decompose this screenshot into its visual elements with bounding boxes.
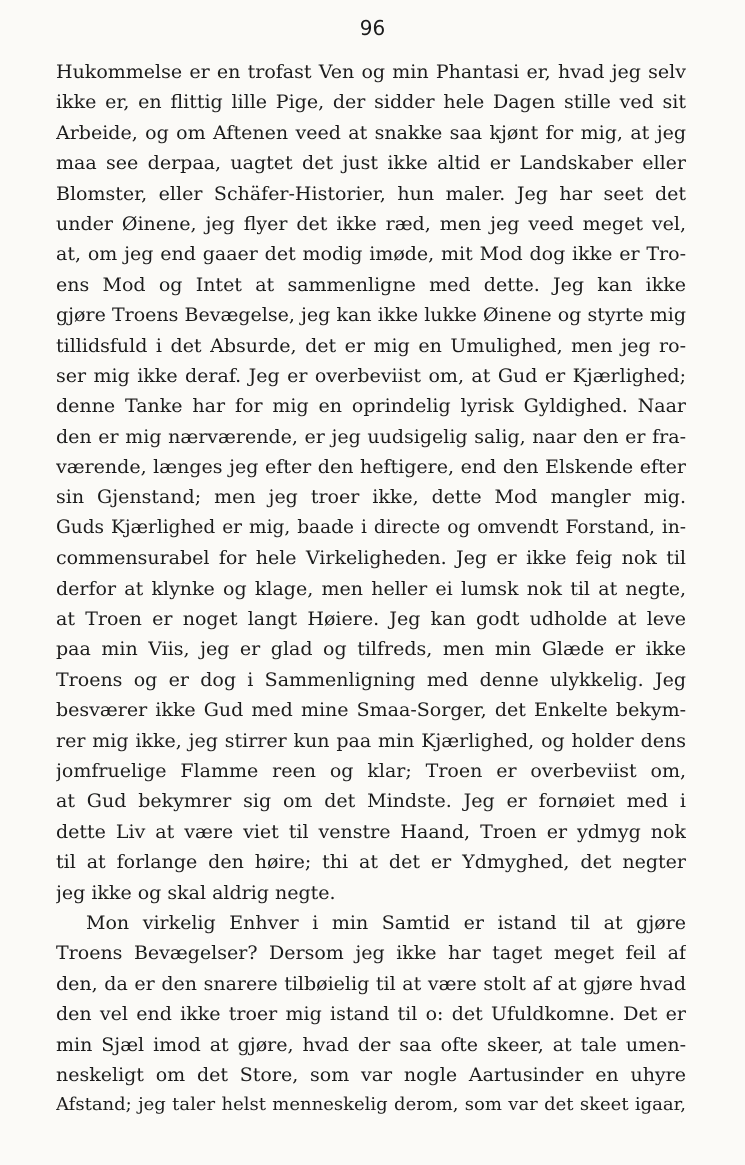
text-line: under Øinene, jeg flyer det ikke ræd, men jeg veed meget vel, (56, 212, 686, 235)
page-number: 96 (359, 16, 386, 40)
text-line: Arbeide, og om Aftenen veed at snakke saa kjønt for mig, at jeg (56, 121, 686, 144)
text-line: ens Mod og Intet at sammenligne med dette. Jeg kan ikke (56, 273, 686, 296)
text-line: min Sjæl imod at gjøre, hvad der saa ofte skeer, at tale umen- (56, 1033, 686, 1056)
text-line: rer mig ikke, jeg stirrer kun paa min Kjærlighed, og holder dens (56, 729, 686, 752)
text-line: ser mig ikke deraf. Jeg er overbeviist om, at Gud er Kjærlighed; (56, 364, 686, 387)
text-line: den vel end ikke troer mig istand til o: det Ufuldkomne. Det er (56, 1003, 686, 1026)
text-line: Guds Kjærlighed er mig, baade i directe og omvendt Forstand, in- (56, 516, 686, 538)
text-line: gjøre Troens Bevægelse, jeg kan ikke lukke Øinene og styrte mig (56, 304, 686, 327)
text-line: den er mig nærværende, er jeg uudsigelig salig, naar den er fra- (56, 425, 686, 448)
text-line: dette Liv at være viet til venstre Haand, Troen er ydmyg nok (56, 820, 686, 843)
text-line: Troens og er dog i Sammenligning med denne ulykkelig. Jeg (56, 668, 686, 691)
text-line: til at forlange den høire; thi at det er Ydmyghed, det negter (56, 851, 686, 874)
text-line: besværer ikke Gud med mine Smaa-Sorger, det Enkelte bekym- (56, 699, 686, 722)
text-line: Hukommelse er en trofast Ven og min Phantasi er, hvad jeg selv (56, 61, 686, 83)
body-text (56, 57, 686, 1121)
text-line: jeg ikke og skal aldrig negte. (56, 881, 336, 904)
text-line: den, da er den snarere tilbøielig til at være stolt af at gjøre hvad (56, 972, 686, 995)
text-line: at Troen er noget langt Høiere. Jeg kan godt udholde at leve (56, 608, 686, 631)
text-line: værende, længes jeg efter den heftigere, end den Elskende efter (56, 456, 686, 479)
text-line: derfor at klynke og klage, men heller ei lumsk nok til at negte, (56, 577, 686, 600)
text-line: Blomster, eller Schäfer-Historier, hun maler. Jeg har seet det (56, 182, 686, 205)
text-line: tillidsfuld i det Absurde, det er mig en Umulighed, men jeg ro- (56, 334, 686, 357)
text-line: jomfruelige Flamme reen og klar; Troen er overbeviist om, (56, 759, 686, 782)
text-line: ikke er, en flittig lille Pige, der sidder hele Dagen stille ved sit (56, 91, 686, 114)
text-line: paa min Viis, jeg er glad og tilfreds, men min Glæde er ikke (56, 638, 686, 661)
text-line: sin Gjenstand; men jeg troer ikke, dette Mod mangler mig. (56, 486, 686, 509)
text-line: at, om jeg end gaaer det modig imøde, mit Mod dog ikke er Tro- (56, 243, 686, 266)
text-line: Troens Bevægelser? Dersom jeg ikke har taget meget feil af (56, 942, 686, 965)
text-line: commensurabel for hele Virkeligheden. Jeg er ikke feig nok til (56, 547, 686, 570)
text-line: denne Tanke har for mig en oprindelig lyrisk Gyldighed. Naar (56, 395, 686, 418)
text-line: Mon virkelig Enhver i min Samtid er istand til at gjøre (86, 911, 686, 934)
text-line: Afstand; jeg taler helst menneskelig derom, som var det skeet igaar, (56, 1094, 686, 1116)
text-line: at Gud bekymrer sig om det Mindste. Jeg er fornøiet med i (56, 790, 686, 813)
text-line: neskeligt om det Store, som var nogle Aartusinder en uhyre (56, 1063, 686, 1086)
text-line: maa see derpaa, uagtet det just ikke altid er Landskaber eller (56, 152, 686, 175)
